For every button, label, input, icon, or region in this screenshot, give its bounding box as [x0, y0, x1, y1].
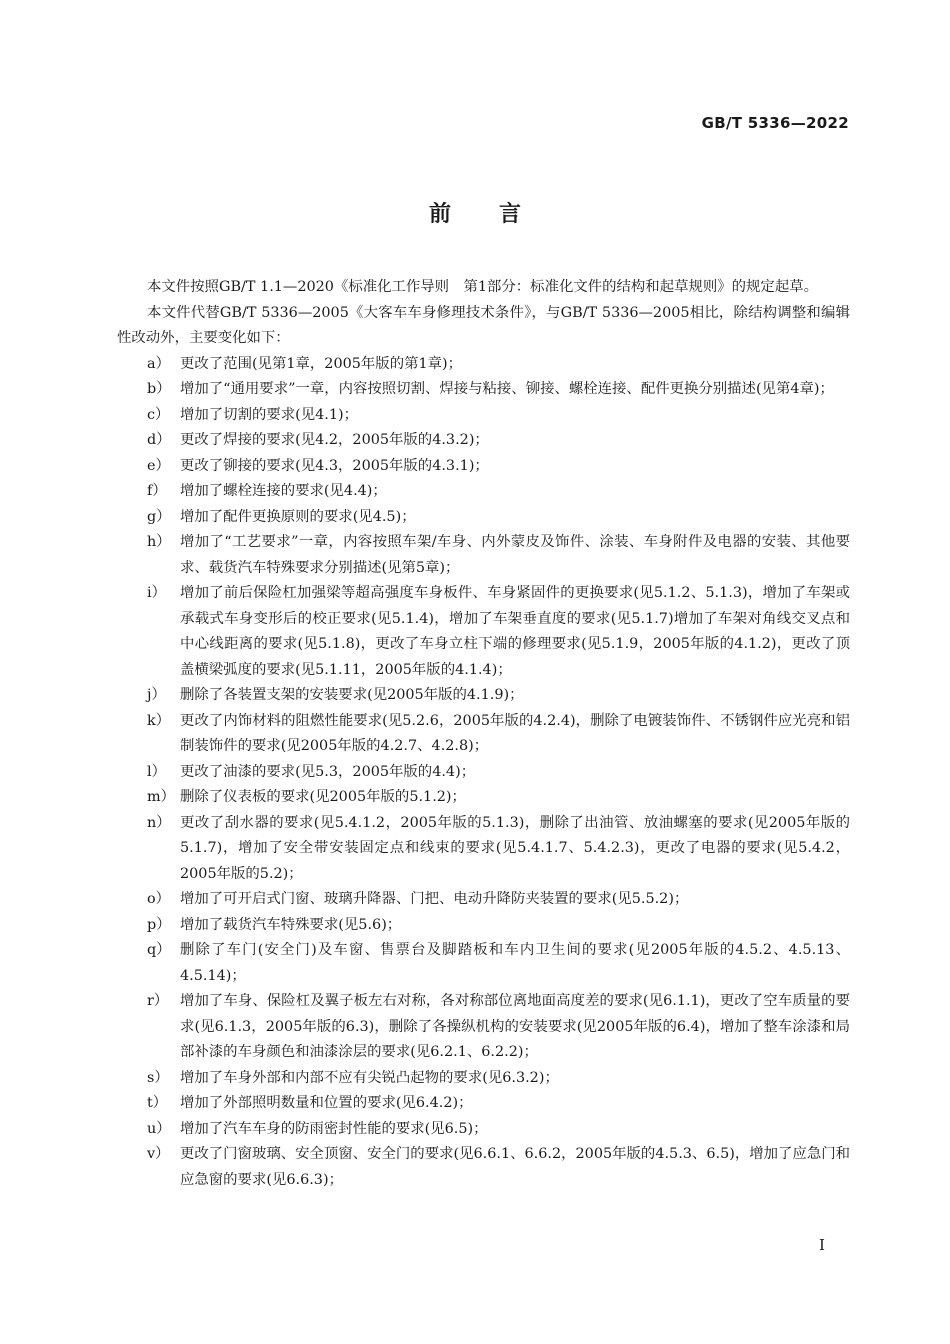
intro-paragraph-1: 本文件按照GB/T 1.1—2020《标准化工作导则 第1部分：标准化文件的结构和起草规则》的规定起草。 — [147, 279, 818, 295]
list-item — [117, 428, 850, 454]
list-item — [117, 454, 850, 480]
item-text: 增加了载货汽车特殊要求(见5.6)； — [180, 916, 402, 933]
item-text: 更改了范围(见第1章，2005年版的第1章)； — [180, 355, 463, 372]
item-text: 更改了刮水器的要求(见5.4.1.2，2005年版的5.1.3)，删除了出油管、放油螺塞的要求(见2005年版的5.1.7)，增加了安全带安装固定点和线束的要求(见5.4.1.7、5.4.2.3)，更改了电器的要求(见5.4.2，2005年版的5.2)； — [180, 814, 850, 882]
item-text: 删除了各装置支架的安装要求(见2005年版的4.1.9)； — [180, 687, 524, 703]
list-item — [117, 760, 850, 786]
list-item — [117, 352, 850, 378]
item-letter: l） — [147, 763, 166, 780]
item-text: 增加了切割的要求(见4.1)； — [180, 406, 359, 423]
list-item — [117, 709, 850, 760]
item-text: 更改了油漆的要求(见5.3，2005年版的4.4)； — [180, 763, 476, 780]
item-letter: s） — [147, 1069, 169, 1086]
item-letter: q） — [147, 942, 171, 958]
item-text: 更改了内饰材料的阻燃性能要求(见5.2.6，2005年版的4.2.4)，删除了电镀装饰件、不锈钢件应光亮和铝制装饰件的要求(见2005年版的4.2.7、4.2.8)； — [180, 712, 850, 754]
item-text: 增加了前后保险杠加强梁等超高强度车身板件、车身紧固件的更换要求(见5.1.2、5.1.3)，增加了车架或承载式车身变形后的校正要求(见5.1.4)，增加了车架垂直度的要求(见5.1.7)增加了车架对角线交叉点和中心线距离的要求(见5.1.8)，更改了车身立柱下端的修理要求(见5.1.9，2005年版的4.1.2)，更改了顶盖横梁弧度的要求(见5.1.11，2005年版的4.1.4)； — [180, 585, 850, 678]
item-letter: t） — [147, 1095, 168, 1111]
list-item — [117, 811, 850, 888]
list-item — [117, 479, 850, 505]
list-item — [117, 785, 850, 811]
list-item — [117, 403, 850, 429]
changes-list — [117, 352, 850, 1194]
item-text: 增加了“工艺要求”一章，内容按照车架/车身、内外蒙皮及饰件、涂装、车身附件及电器的安装、其他要求、载货汽车特殊要求分别描述(见第5章)； — [180, 534, 850, 576]
item-letter: h） — [147, 534, 171, 550]
item-text: 删除了车门(安全门)及车窗、售票台及脚踏板和车内卫生间的要求(见2005年版的4.5.2、4.5.13、4.5.14)； — [180, 942, 850, 984]
list-item — [117, 377, 850, 403]
item-letter: i） — [147, 585, 166, 601]
item-text: 增加了汽车车身的防雨密封性能的要求(见6.5)； — [180, 1120, 488, 1137]
item-letter: e） — [147, 457, 170, 474]
item-letter: j） — [147, 687, 166, 703]
item-text: 增加了车身、保险杠及翼子板左右对称，各对称部位离地面高度差的要求(见6.1.1)，更改了空车质量的要求(见6.1.3，2005年版的6.3)，删除了各操纵机构的安装要求(见2005年版的6.4)，增加了整车涂漆和局部补漆的车身颜色和油漆涂层的要求(见6.2.1、6.2.2)； — [180, 993, 850, 1060]
item-text: 增加了可开启式门窗、玻璃升降器、门把、电动升降防夹装置的要求(见5.5.2)； — [180, 891, 689, 907]
item-letter: u） — [147, 1120, 171, 1137]
item-letter: b） — [147, 381, 171, 397]
item-text: 增加了“通用要求”一章，内容按照切割、焊接与粘接、铆接、螺栓连接、配件更换分别描述(见第4章)； — [180, 381, 834, 397]
list-item — [117, 1142, 850, 1193]
list-item — [117, 683, 850, 709]
item-letter: f） — [147, 483, 167, 499]
list-item — [117, 938, 850, 989]
item-text: 更改了铆接的要求(见4.3，2005年版的4.3.1)； — [180, 457, 489, 474]
list-item — [117, 530, 850, 581]
list-item — [117, 887, 850, 913]
list-item — [117, 913, 850, 939]
item-letter: k） — [147, 712, 171, 729]
item-letter: c） — [147, 406, 170, 423]
intro-paragraph-2: 本文件代替GB/T 5336—2005《大客车车身修理技术条件》，与GB/T 5336—2005相比，除结构调整和编辑性改动外，主要变化如下： — [117, 304, 850, 346]
item-letter: p） — [147, 916, 171, 933]
item-text: 更改了焊接的要求(见4.2，2005年版的4.3.2)； — [180, 432, 489, 448]
item-letter: v） — [147, 1146, 170, 1162]
page-title: 前言 — [428, 202, 569, 227]
list-item — [117, 581, 850, 683]
page-number: I — [819, 1236, 825, 1254]
item-letter: n） — [147, 814, 171, 831]
item-letter: o） — [147, 891, 171, 907]
item-text: 更改了门窗玻璃、安全顶窗、安全门的要求(见6.6.1、6.6.2，2005年版的4.5.3、6.5)，增加了应急门和应急窗的要求(见6.6.3)； — [180, 1146, 850, 1188]
item-letter: r） — [147, 993, 169, 1009]
list-item — [117, 505, 850, 531]
item-letter: m） — [147, 789, 176, 805]
list-item — [117, 1091, 850, 1117]
list-item — [117, 989, 850, 1066]
list-item — [117, 1066, 850, 1092]
item-letter: d） — [147, 432, 171, 448]
list-item — [117, 1117, 850, 1143]
item-text: 增加了车身外部和内部不应有尖锐凸起物的要求(见6.3.2)； — [180, 1069, 559, 1086]
item-text: 增加了外部照明数量和位置的要求(见6.4.2)； — [180, 1095, 473, 1111]
item-letter: a） — [147, 355, 170, 372]
preface-body — [117, 275, 850, 1193]
item-text: 增加了配件更换原则的要求(见4.5)； — [180, 508, 416, 525]
standard-number: GB/T 5336—2022 — [701, 114, 849, 132]
item-text: 删除了仪表板的要求(见2005年版的5.1.2)； — [180, 789, 466, 805]
item-text: 增加了螺栓连接的要求(见4.4)； — [180, 483, 387, 499]
item-letter: g） — [147, 508, 171, 525]
